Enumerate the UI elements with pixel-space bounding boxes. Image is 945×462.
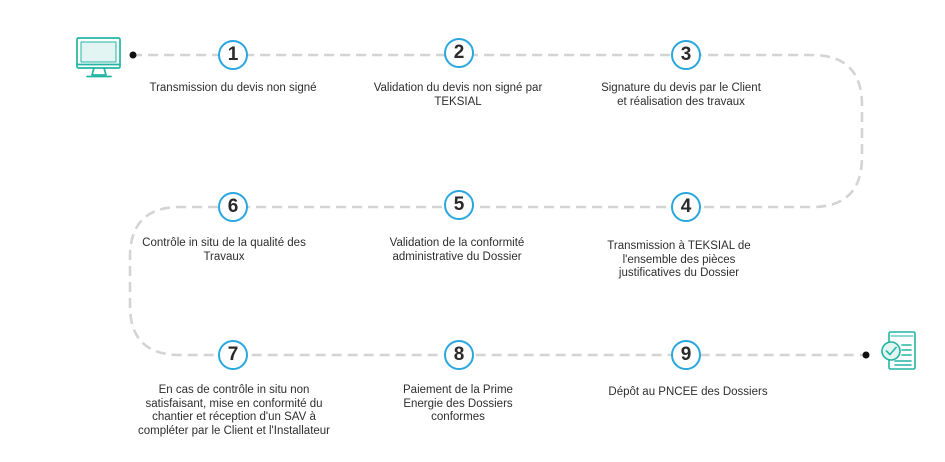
step-node-9: [671, 340, 701, 370]
step-number-1: 1: [227, 44, 239, 65]
step-label-4: Transmission à TEKSIAL de l'ensemble des pièces justificatives du Dossier: [607, 240, 751, 279]
step-node-1: [218, 40, 248, 70]
document-checkmark-icon: [882, 332, 915, 369]
step-number-4: 4: [680, 196, 692, 217]
step-number-3: 3: [680, 44, 692, 65]
computer-monitor-icon: [77, 38, 120, 77]
step-number-6: 6: [227, 196, 239, 217]
step-node-8: [444, 340, 474, 370]
end-dot: [863, 352, 870, 359]
step-node-2: [444, 38, 474, 68]
step-node-6: [218, 192, 248, 222]
step-label-1: Transmission du devis non signé: [149, 82, 317, 94]
step-label-2: Validation du devis non signé par TEKSIAL: [373, 82, 543, 108]
step-number-9: 9: [680, 344, 692, 365]
step-label-9: Dépôt au PNCEE des Dossiers: [608, 386, 768, 398]
step-node-7: [218, 340, 248, 370]
step-label-3: Signature du devis par le Client et réalisation des travaux: [601, 82, 761, 108]
step-number-5: 5: [453, 194, 465, 215]
step-node-4: [671, 192, 701, 222]
step-number-8: 8: [453, 344, 465, 365]
step-number-2: 2: [453, 42, 465, 63]
step-node-5: [444, 190, 474, 220]
step-label-7: En cas de contrôle in situ non satisfaisant, mise en conformité du chantier et réception d'un SAV à compléter par le Client et l'Installateur: [137, 384, 331, 437]
step-label-5: Validation de la conformité administrative du Dossier: [389, 237, 525, 263]
step-node-3: [671, 40, 701, 70]
step-label-6: Contrôle in situ de la qualité des Travaux: [142, 237, 306, 263]
start-dot: [130, 52, 137, 59]
step-label-8: Paiement de la Prime Energie des Dossiers conformes: [403, 384, 513, 423]
step-number-7: 7: [227, 344, 239, 365]
